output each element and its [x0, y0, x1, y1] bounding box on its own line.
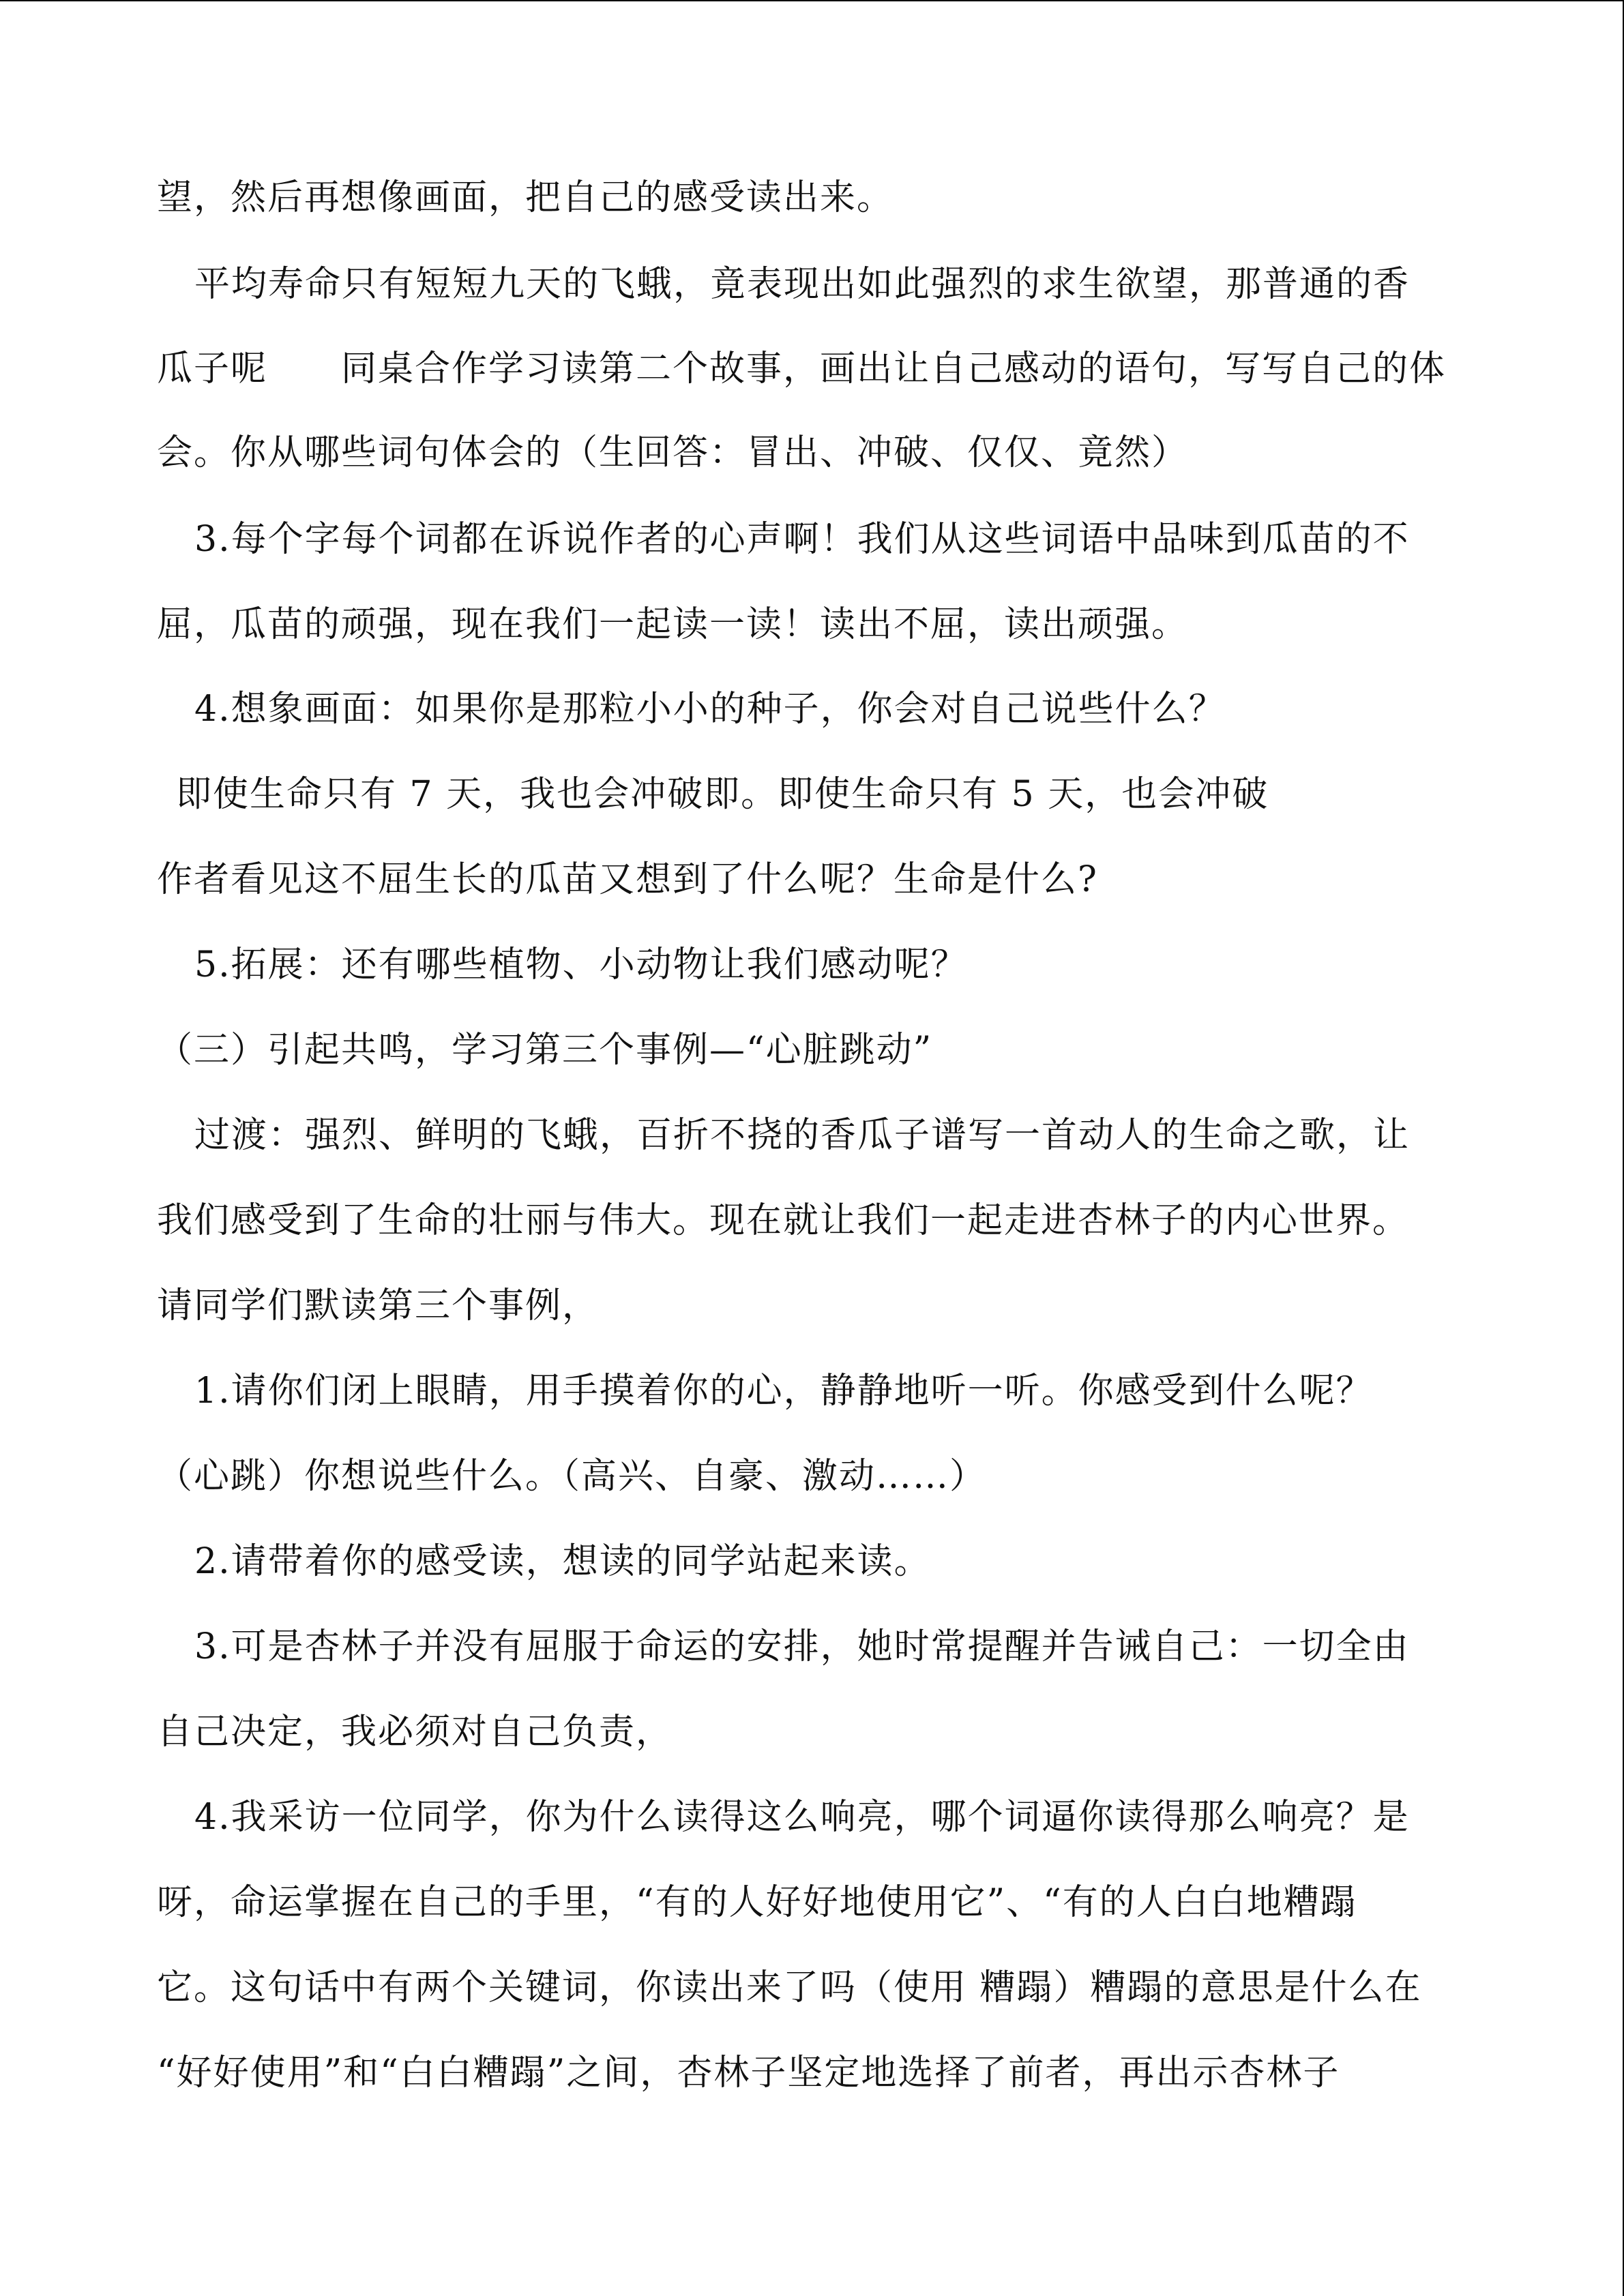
text-line: 过渡：强烈、鲜明的飞蛾，百折不挠的香瓜子谱写一首动人的生命之歌，让	[194, 1115, 1411, 1156]
text-line: 会。你从哪些词句体会的（生回答：冒出、冲破、仅仅、竟然）	[157, 432, 1189, 473]
text-line: 3.每个字每个词都在诉说作者的心声啊！我们从这些词语中品味到瓜苗的不	[194, 519, 1410, 560]
text-line: 4.我采访一位同学，你为什么读得这么响亮，哪个词逼你读得那么响亮？是	[194, 1797, 1410, 1838]
text-line: 自己决定，我必须对自己负责，	[157, 1712, 673, 1753]
text-line: 平均寿命只有短短九天的飞蛾，竟表现出如此强烈的求生欲望，那普通的香	[194, 264, 1411, 305]
text-line: “好好使用”和“白白糟蹋”之间，杏林子坚定地选择了前者，再出示杏林子	[157, 2053, 1340, 2093]
text-line: 望，然后再想像画面，把自己的感受读出来。	[157, 177, 894, 218]
text-line: 瓜子呢 同桌合作学习读第二个故事，画出让自己感动的语句，写写自己的体	[157, 348, 1447, 389]
text-line: 它。这句话中有两个关键词，你读出来了吗（使用 糟蹋）糟蹋的意思是什么在	[157, 1967, 1422, 2008]
text-line: 5.拓展：还有哪些植物、小动物让我们感动呢？	[194, 944, 968, 985]
text-line: 呀，命运掌握在自己的手里，“有的人好好地使用它”、“有的人白白地糟蹋	[157, 1882, 1357, 1923]
text-line: 即使生命只有 7 天，我也会冲破即。即使生命只有 5 天，也会冲破	[176, 774, 1269, 815]
text-line: 屈，瓜苗的顽强，现在我们一起读一读！读出不屈，读出顽强。	[157, 604, 1189, 645]
text-line: 作者看见这不屈生长的瓜苗又想到了什么呢？生命是什么?	[157, 859, 1098, 900]
text-line: 4.想象画面：如果你是那粒小小的种子，你会对自己说些什么？	[194, 689, 1226, 730]
text-line: （心跳）你想说些什么。（高兴、自豪、激动……）	[157, 1456, 987, 1497]
text-line: 2.请带着你的感受读，想读的同学站起来读。	[194, 1541, 931, 1582]
text-line: 3.可是杏林子并没有屈服于命运的安排，她时常提醒并告诫自己：一切全由	[194, 1626, 1410, 1667]
text-line: 1.请你们闭上眼睛，用手摸着你的心，静静地听一听。你感受到什么呢？	[194, 1371, 1373, 1412]
text-line: 请同学们默读第三个事例，	[157, 1285, 600, 1326]
text-line: 我们感受到了生命的壮丽与伟大。现在就让我们一起走进杏林子的内心世界。	[157, 1200, 1410, 1241]
section-heading: （三）引起共鸣，学习第三个事例—“心脏跳动”	[157, 1030, 933, 1071]
